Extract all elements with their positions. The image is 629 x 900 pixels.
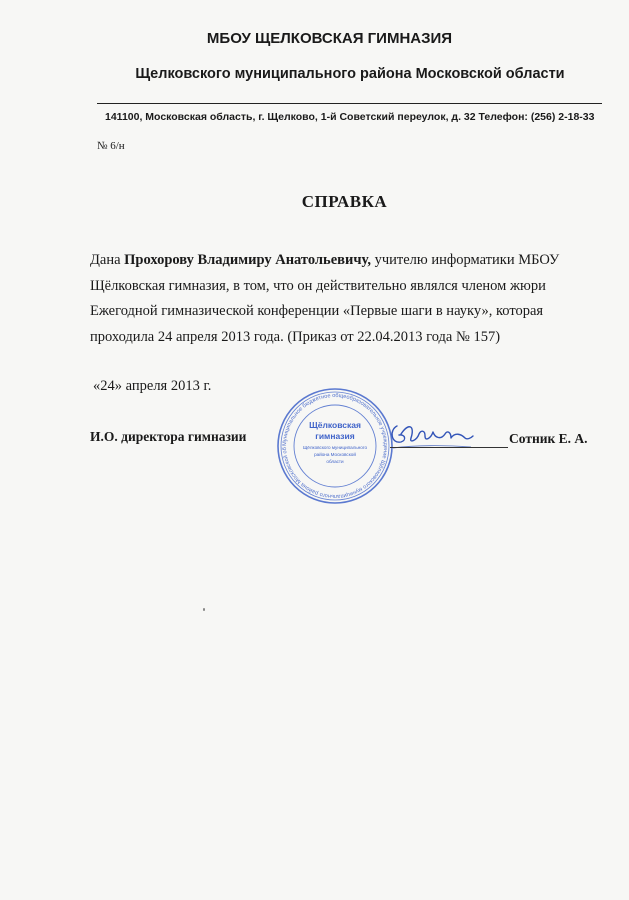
recipient-name: Прохорову Владимиру Анатольевичу, — [124, 252, 371, 268]
body-line-1-rest: учителю информатики МБОУ — [370, 252, 560, 268]
org-name: МБОУ ЩЕЛКОВСКАЯ ГИМНАЗИЯ — [206, 30, 453, 47]
stamp-outer-text: Муниципальное бюджетное общеобразовательное учреждение Щёлковского муниципального района Московской об — [281, 392, 389, 500]
stamp-center-line-5: области — [326, 459, 344, 464]
body-line-4: проходила 24 апреля 2013 года. (Приказ от 22.04.2013 года № 157) — [90, 328, 501, 345]
svg-text:Муниципальное бюджетное общеоб — [275, 386, 388, 499]
paper-speck — [203, 608, 205, 611]
stamp-center-line-4: района Московской — [314, 452, 356, 457]
body-prefix: Дана — [90, 252, 125, 268]
body-line-1 — [90, 248, 610, 274]
stamp-center-line-1: Щёлковская — [309, 420, 361, 430]
org-region: Щелковского муниципального района Московской области — [135, 66, 565, 82]
handwritten-signature — [385, 414, 475, 454]
org-address: 141100, Московская область, г. Щелково, 1-й Советский переулок, д. 32 Телефон: (256) 2-18-33 — [105, 111, 595, 123]
signature-line — [390, 447, 508, 448]
stamp-center-line-3: Щёлковского муниципального — [302, 445, 368, 450]
signer-name: Сотник Е. А. — [509, 431, 588, 446]
document-body — [90, 248, 610, 350]
document-title: СПРАВКА — [301, 192, 388, 211]
stamp-center-line-2: гимназия — [315, 431, 355, 441]
official-stamp — [275, 386, 395, 506]
document-number: № 6/н — [97, 140, 125, 152]
body-line-2: Щёлковская гимназия, в том, что он действительно являлся членом жюри — [90, 277, 546, 294]
document-date: «24» апреля 2013 г. — [93, 378, 212, 394]
body-line-3: Ежегодной гимназической конференции «Первые шаги в науку», которая — [90, 303, 544, 319]
header-rule — [97, 103, 602, 104]
signer-title: И.О. директора гимназии — [90, 429, 247, 444]
